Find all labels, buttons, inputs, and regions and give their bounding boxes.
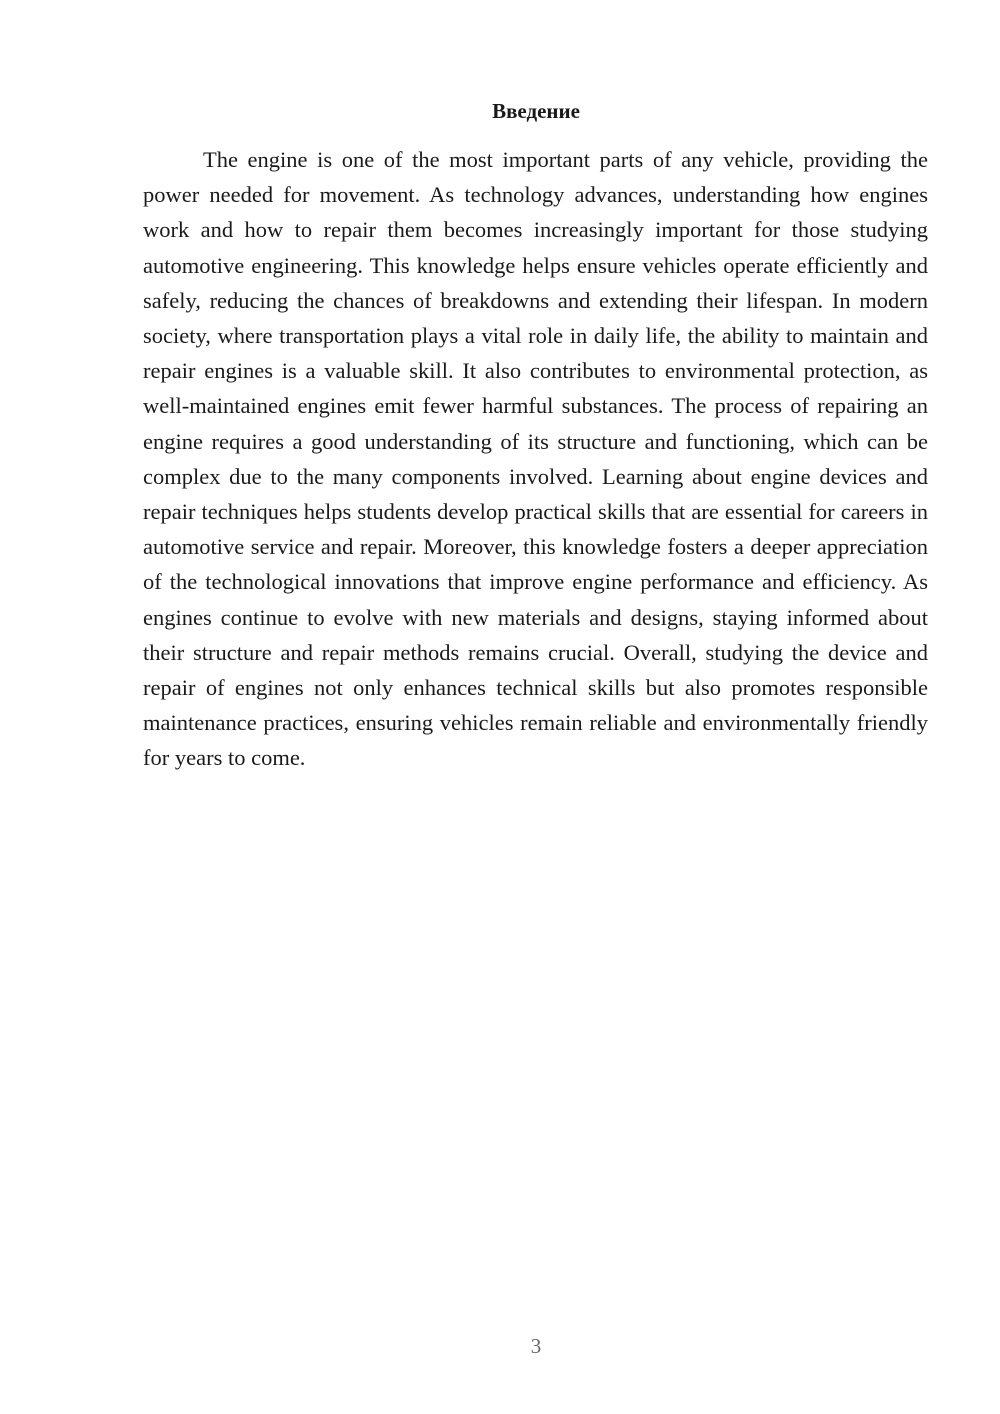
page-number: 3 <box>530 1334 542 1358</box>
body-paragraph: The engine is one of the most important parts of any vehicle, providing the power needed for movement. As technology advances, understanding how engines work and how to repair them becomes increasingly important for those studying automotive engineering. This knowledge helps ensure vehicles operate efficiently and safely, reducing the chances of breakdowns and extending their lifespan. In modern society, where transportation plays a vital role in daily life, the ability to maintain and repair engines is a valuable skill. It also contributes to environmental protection, as well-maintained engines emit fewer harmful substances. The process of repairing an engine requires a good understanding of its structure and functioning, which can be complex due to the many components involved. Learning about engine devices and repair techniques helps students develop practical skills that are essential for careers in automotive service and repair. Moreover, this knowledge fosters a deeper appreciation of the technological innovations that improve engine performance and efficiency. As engines continue to evolve with new materials and designs, staying informed about their structure and repair methods remains crucial. Overall, studying the device and repair of engines not only enhances technical skills but also promotes responsible maintenance practices, ensuring vehicles remain reliable and environmentally friendly for years to come. <box>143 147 928 771</box>
section-heading: Введение <box>492 99 580 123</box>
